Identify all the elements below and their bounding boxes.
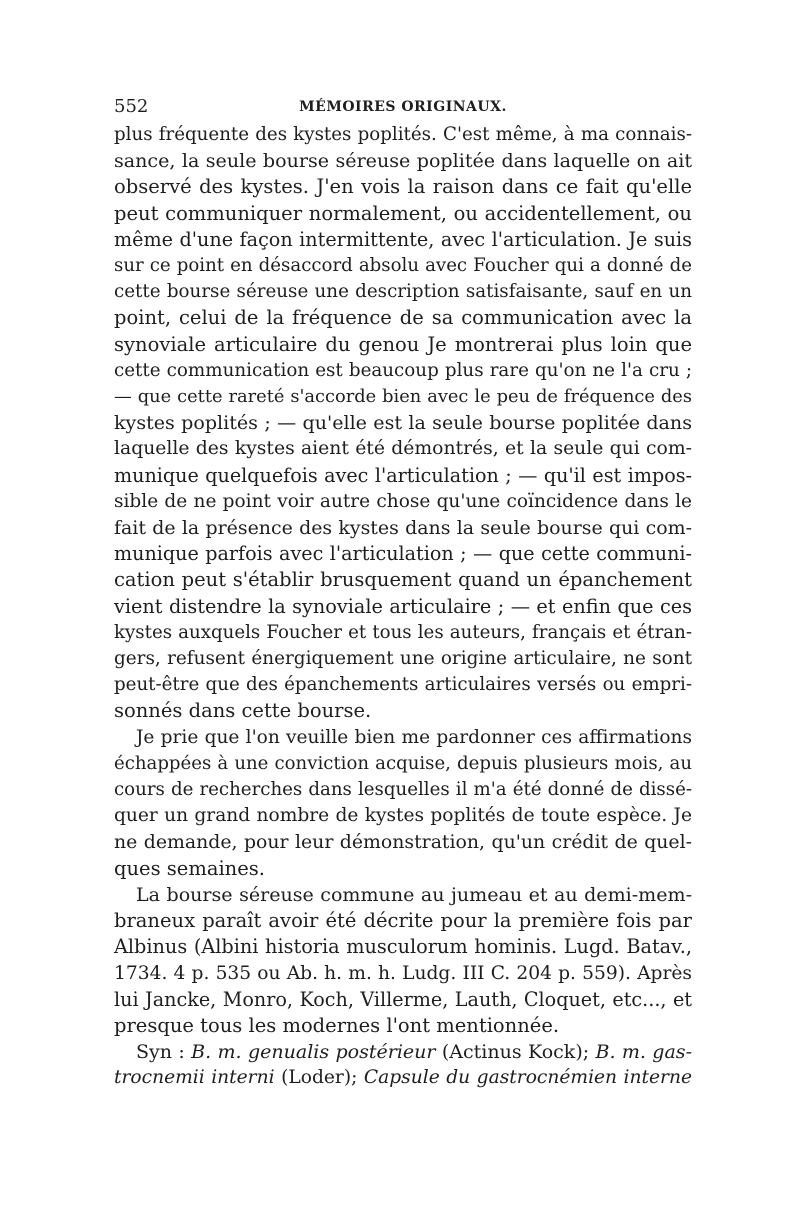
text-line: gers, refusent énergiquement une origine articulaire, ne sont <box>114 648 692 670</box>
text-line: laquelle des kystes aient été démontrés, et la seule qui com- <box>114 438 692 460</box>
text-line: synoviale articulaire du genou Je montrerai plus loin que <box>114 332 692 356</box>
body-text <box>114 122 692 1039</box>
page <box>114 92 692 1092</box>
text-line: sonnés dans cette bourse. <box>114 699 372 723</box>
text-line: même d'une façon intermittente, avec l'articulation. Je suis <box>114 227 692 251</box>
text-line: peut-être que des épanchements articulaires versés ou empri- <box>114 674 692 696</box>
running-head <box>114 92 692 122</box>
text-line: munique parfois avec l'articulation ; — que cette communi- <box>114 542 692 566</box>
text-line: braneux paraît avoir été décrite pour la première fois par <box>114 909 692 933</box>
running-head-title: MÉMOIRES ORIGINAUX. <box>299 99 507 115</box>
text-line: cette bourse séreuse une description satisfaisante, sauf en un <box>114 281 692 303</box>
text-line: kystes poplités ; — qu'elle est la seule bourse poplitée dans <box>114 412 692 435</box>
text-line: quer un grand nombre de kystes poplités de toute espèce. Je <box>114 805 692 827</box>
text-line: point, celui de la fréquence de sa communication avec la <box>114 306 692 330</box>
text-line: observé des kystes. J'en vois la raison dans ce fait qu'elle <box>114 175 692 199</box>
text-line: cation peut s'établir brusquement quand un épanchement <box>114 568 692 592</box>
text-line: échappées à une conviction acquise, depuis plusieurs mois, au <box>114 752 692 774</box>
text-line: vient distendre la synoviale articulaire ; — et enfin que ces <box>114 594 692 618</box>
text-line: sur ce point en désaccord absolu avec Foucher qui a donné de <box>114 255 692 277</box>
text-line: ques semaines. <box>114 856 265 880</box>
text-line: Albinus (Albini historia musculorum hominis. Lugd. Batav., <box>114 935 692 959</box>
synonym-author: (Loder); <box>274 1067 364 1089</box>
synonym-line-2 <box>114 1065 692 1091</box>
text-line: lui Jancke, Monro, Koch, Villerme, Lauth, Cloquet, etc..., et <box>114 987 692 1011</box>
text-line: plus fréquente des kystes poplités. C'est même, à ma connais- <box>114 124 692 145</box>
text-line: fait de la présence des kystes dans la seule bourse qui com- <box>114 517 692 540</box>
text-line: sible de ne point voir autre chose qu'une coïncidence dans le <box>114 490 692 512</box>
text-line: presque tous les modernes l'ont mentionnée. <box>114 1013 560 1037</box>
synonym-term: B. m. gas- <box>595 1041 692 1064</box>
synonym-term: B. m. genualis postérieur <box>191 1041 436 1064</box>
text-line: Je prie que l'on veuille bien me pardonner ces affirmations <box>136 726 692 748</box>
text-line: 1734. 4 p. 535 ou Ab. h. m. h. Ludg. III C. 204 p. 559). Après <box>114 962 692 984</box>
synonym-term: Capsule du gastrocnémien interne <box>363 1067 692 1089</box>
text-line: kystes auxquels Foucher et tous les auteurs, français et étran- <box>114 621 692 643</box>
synonym-line-1 <box>114 1039 692 1065</box>
synonym-prefix: Syn : <box>136 1041 192 1064</box>
text-line: cette communication est beaucoup plus rare qu'on ne l'a cru ; <box>114 359 692 381</box>
text-line: La bourse séreuse commune au jumeau et au demi-mem- <box>136 883 692 906</box>
text-line: sance, la seule bourse séreuse poplitée dans laquelle on ait <box>114 150 692 173</box>
synonym-term: trocnemii interni <box>114 1067 275 1089</box>
text-line: munique quelquefois avec l'articulation ; — qu'il est impos- <box>114 463 692 487</box>
text-line: cours de recherches dans lesquelles il m'a été donné de dissé- <box>114 779 692 801</box>
text-line: peut communiquer normalement, ou accidentellement, ou <box>114 201 692 225</box>
synonym-block <box>114 1039 692 1091</box>
synonym-author: (Actinus Kock); <box>435 1041 596 1064</box>
text-line: ne demande, pour leur démonstration, qu'un crédit de quel- <box>114 831 692 854</box>
page-number: 552 <box>114 96 149 117</box>
text-line: — que cette rareté s'accorde bien avec le peu de fréquence des <box>114 386 692 408</box>
